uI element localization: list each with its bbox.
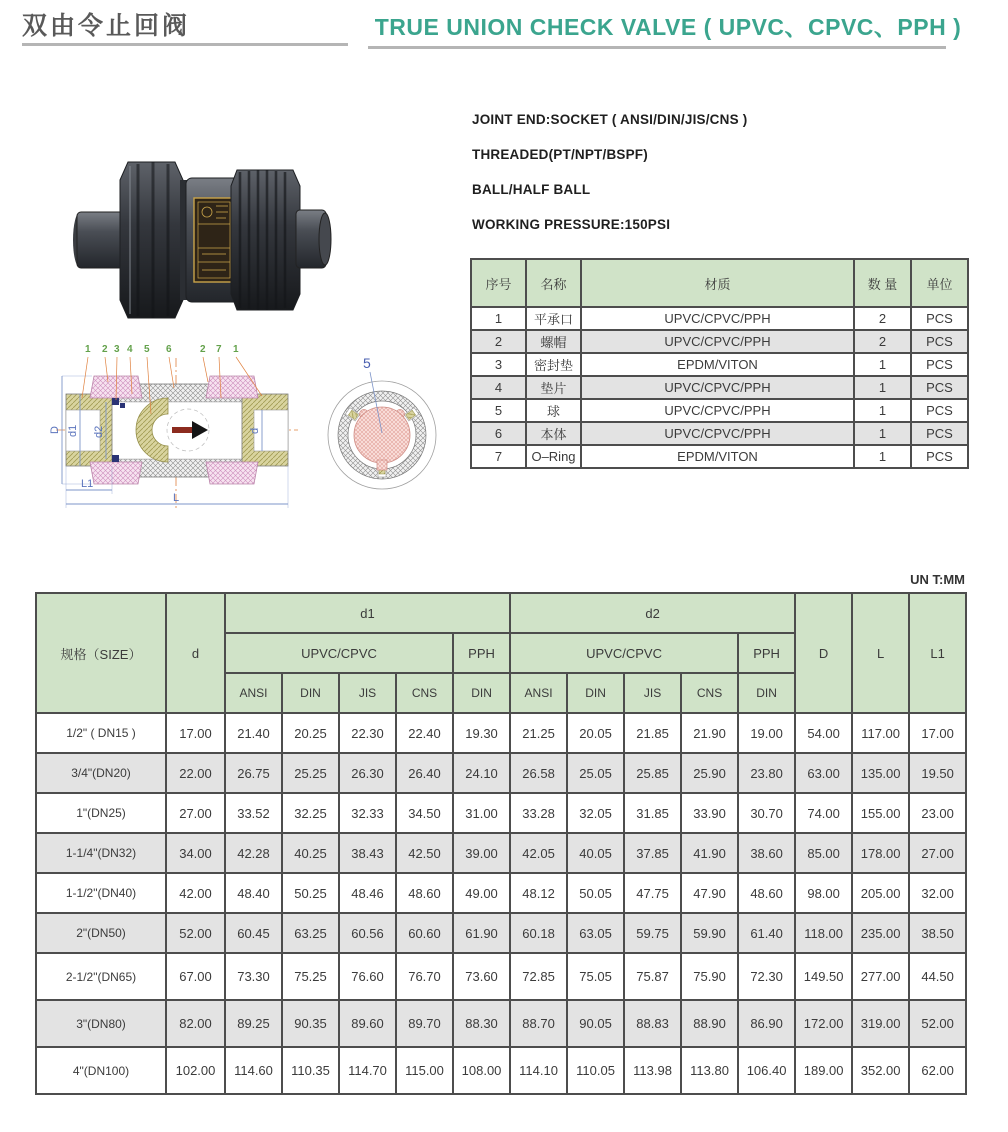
dims-cell: 25.85	[624, 753, 681, 793]
parts-col-header: 名称	[526, 259, 581, 307]
dims-size-cell: 1/2" ( DN15 )	[36, 713, 166, 753]
dims-cell: 25.25	[282, 753, 339, 793]
dims-cell: 42.50	[396, 833, 453, 873]
dims-cell: 73.60	[453, 953, 510, 1000]
dims-cell: 88.90	[681, 1000, 738, 1047]
dims-cell: 30.70	[738, 793, 795, 833]
dims-cell: 61.90	[453, 913, 510, 953]
parts-cell: 2	[854, 330, 911, 353]
callout-2: 2	[102, 344, 108, 355]
valve-right-port-end	[319, 213, 331, 265]
dims-cell: 37.85	[624, 833, 681, 873]
dims-cell: 20.05	[567, 713, 624, 753]
dims-col-size: 规格（SIZE）	[36, 593, 166, 713]
parts-cell: PCS	[911, 353, 968, 376]
dims-cell: 235.00	[852, 913, 909, 953]
dim-label-D: D	[49, 426, 61, 434]
std-cns-d2: CNS	[681, 673, 738, 713]
parts-cell: UPVC/CPVC/PPH	[581, 330, 854, 353]
dims-col-d: d	[166, 593, 225, 713]
dims-cell: 54.00	[795, 713, 852, 753]
parts-cell: PCS	[911, 330, 968, 353]
dims-size-cell: 2"(DN50)	[36, 913, 166, 953]
parts-cell: 2	[471, 330, 526, 353]
union-nut-bottom-right	[206, 462, 258, 484]
dims-row	[36, 873, 966, 913]
parts-cell: 1	[471, 307, 526, 330]
dims-cell: 48.60	[396, 873, 453, 913]
parts-cell: PCS	[911, 422, 968, 445]
parts-table	[470, 258, 969, 469]
parts-row	[471, 353, 968, 376]
std-ansi-d1: ANSI	[225, 673, 282, 713]
std-jis-d2: JIS	[624, 673, 681, 713]
parts-row	[471, 399, 968, 422]
dims-cell: 48.46	[339, 873, 396, 913]
dims-cell: 88.30	[453, 1000, 510, 1047]
dims-cell: 76.70	[396, 953, 453, 1000]
dims-cell: 75.87	[624, 953, 681, 1000]
parts-cell: 1	[854, 445, 911, 468]
parts-cell: 6	[471, 422, 526, 445]
dims-cell: 50.05	[567, 873, 624, 913]
parts-cell: PCS	[911, 399, 968, 422]
callout-7: 7	[216, 344, 222, 355]
parts-cell: 平承口	[526, 307, 581, 330]
dim-label-d2: d2	[93, 425, 105, 438]
valve-gold-label	[194, 198, 234, 282]
std-cns-d1: CNS	[396, 673, 453, 713]
dims-cell: 178.00	[852, 833, 909, 873]
dims-cell: 52.00	[166, 913, 225, 953]
dims-cell: 135.00	[852, 753, 909, 793]
std-din-d2: DIN	[567, 673, 624, 713]
std-jis-d1: JIS	[339, 673, 396, 713]
dims-cell: 189.00	[795, 1047, 852, 1094]
technical-drawing	[48, 338, 458, 523]
dims-cell: 44.50	[909, 953, 966, 1000]
dims-cell: 27.00	[909, 833, 966, 873]
callout-numbers	[85, 344, 239, 355]
std-din-pph-d1: DIN	[453, 673, 510, 713]
dims-cell: 21.40	[225, 713, 282, 753]
parts-cell: UPVC/CPVC/PPH	[581, 307, 854, 330]
dims-cell: 41.90	[681, 833, 738, 873]
parts-cell: 螺帽	[526, 330, 581, 353]
dims-size-cell: 1"(DN25)	[36, 793, 166, 833]
dims-cell: 110.05	[567, 1047, 624, 1094]
dims-cell: 63.05	[567, 913, 624, 953]
dims-cell: 26.75	[225, 753, 282, 793]
dims-cell: 63.25	[282, 913, 339, 953]
std-din-pph-d2: DIN	[738, 673, 795, 713]
parts-row	[471, 307, 968, 330]
dims-cell: 102.00	[166, 1047, 225, 1094]
dims-cell: 42.05	[510, 833, 567, 873]
dims-cell: 22.00	[166, 753, 225, 793]
parts-cell: 7	[471, 445, 526, 468]
dims-size-cell: 1-1/2"(DN40)	[36, 873, 166, 913]
dims-cell: 52.00	[909, 1000, 966, 1047]
dims-cell: 27.00	[166, 793, 225, 833]
spec-line-threaded: THREADED(PT/NPT/BSPF)	[472, 147, 648, 162]
dims-cell: 17.00	[166, 713, 225, 753]
dims-cell: 88.83	[624, 1000, 681, 1047]
dims-group-d1: d1	[225, 593, 510, 633]
seal-bottom	[112, 455, 119, 462]
dims-cell: 205.00	[852, 873, 909, 913]
spec-line-pressure: WORKING PRESSURE:150PSI	[472, 217, 671, 232]
dims-group-upvc-d1: UPVC/CPVC	[225, 633, 453, 673]
flow-arrow-shaft	[172, 427, 192, 433]
dims-cell: 33.28	[510, 793, 567, 833]
dims-cell: 22.40	[396, 713, 453, 753]
dims-cell: 149.50	[795, 953, 852, 1000]
valve-right-union-nut	[231, 170, 300, 310]
header-divider-left	[22, 43, 348, 46]
dims-cell: 49.00	[453, 873, 510, 913]
dims-group-d2: d2	[510, 593, 795, 633]
dims-cell: 319.00	[852, 1000, 909, 1047]
std-din-d1: DIN	[282, 673, 339, 713]
parts-col-header: 单位	[911, 259, 968, 307]
dims-cell: 22.30	[339, 713, 396, 753]
dims-cell: 63.00	[795, 753, 852, 793]
dims-cell: 85.00	[795, 833, 852, 873]
dims-cell: 89.60	[339, 1000, 396, 1047]
dims-cell: 24.10	[453, 753, 510, 793]
dims-size-cell: 2-1/2"(DN65)	[36, 953, 166, 1000]
circle-callout-5: 5	[363, 355, 371, 371]
dim-label-d: d	[249, 427, 261, 434]
dims-row	[36, 833, 966, 873]
page-title-english: TRUE UNION CHECK VALVE ( UPVC、CPVC、PPH )	[374, 14, 962, 40]
ball	[354, 407, 410, 463]
dims-cell: 75.05	[567, 953, 624, 1000]
dims-cell: 32.05	[567, 793, 624, 833]
callout-3: 3	[114, 344, 120, 355]
dims-cell: 50.25	[282, 873, 339, 913]
dims-cell: 17.00	[909, 713, 966, 753]
dims-cell: 26.40	[396, 753, 453, 793]
parts-table-header-row	[471, 259, 968, 307]
dims-cell: 48.40	[225, 873, 282, 913]
dims-cell: 118.00	[795, 913, 852, 953]
spec-line-joint-end: JOINT END:SOCKET ( ANSI/DIN/JIS/CNS )	[472, 112, 748, 127]
dims-row	[36, 713, 966, 753]
dims-row	[36, 1000, 966, 1047]
parts-cell: 密封垫	[526, 353, 581, 376]
dims-cell: 34.00	[166, 833, 225, 873]
parts-col-header: 数 量	[854, 259, 911, 307]
dims-cell: 62.00	[909, 1047, 966, 1094]
dims-cell: 114.60	[225, 1047, 282, 1094]
header-divider-right	[368, 46, 946, 49]
dims-cell: 75.90	[681, 953, 738, 1000]
dims-cell: 106.40	[738, 1047, 795, 1094]
dims-cell: 61.40	[738, 913, 795, 953]
dims-cell: 89.25	[225, 1000, 282, 1047]
dims-cell: 39.00	[453, 833, 510, 873]
dims-cell: 172.00	[795, 1000, 852, 1047]
parts-cell: 2	[854, 307, 911, 330]
parts-row	[471, 422, 968, 445]
dim-label-d1: d1	[67, 424, 79, 437]
dims-col-L: L	[852, 593, 909, 713]
parts-cell: 垫片	[526, 376, 581, 399]
dims-row	[36, 953, 966, 1000]
dims-cell: 26.58	[510, 753, 567, 793]
parts-cell: EPDM/VITON	[581, 353, 854, 376]
parts-cell: 5	[471, 399, 526, 422]
dims-cell: 82.00	[166, 1000, 225, 1047]
dims-cell: 21.90	[681, 713, 738, 753]
unit-note: UN T:MM	[910, 572, 965, 587]
dims-cell: 38.60	[738, 833, 795, 873]
std-ansi-d2: ANSI	[510, 673, 567, 713]
dims-cell: 33.90	[681, 793, 738, 833]
seal-small	[120, 403, 125, 408]
parts-cell: UPVC/CPVC/PPH	[581, 376, 854, 399]
dims-cell: 34.50	[396, 793, 453, 833]
dims-table-body	[36, 713, 966, 1094]
dims-size-cell: 3/4"(DN20)	[36, 753, 166, 793]
dims-size-cell: 4"(DN100)	[36, 1047, 166, 1094]
dims-cell: 59.90	[681, 913, 738, 953]
dims-row	[36, 793, 966, 833]
union-nut-bottom-left	[90, 462, 142, 484]
parts-cell: 3	[471, 353, 526, 376]
callout-1: 1	[85, 344, 91, 355]
dims-cell: 117.00	[852, 713, 909, 753]
page-title-chinese: 双由令止回阀	[22, 12, 191, 40]
dims-cell: 277.00	[852, 953, 909, 1000]
dims-cell: 48.60	[738, 873, 795, 913]
callout-2b: 2	[200, 344, 206, 355]
callout-4: 4	[127, 344, 133, 355]
dims-cell: 89.70	[396, 1000, 453, 1047]
callout-1b: 1	[233, 344, 239, 355]
ball-section-view	[328, 355, 436, 489]
dims-cell: 352.00	[852, 1047, 909, 1094]
dims-cell: 72.85	[510, 953, 567, 1000]
dims-cell: 110.35	[282, 1047, 339, 1094]
parts-cell: 1	[854, 353, 911, 376]
dim-label-L1: L1	[81, 478, 94, 490]
dims-cell: 155.00	[852, 793, 909, 833]
parts-cell: 1	[854, 399, 911, 422]
dims-group-pph-d2: PPH	[738, 633, 795, 673]
dims-cell: 32.33	[339, 793, 396, 833]
dims-cell: 60.56	[339, 913, 396, 953]
dims-cell: 31.85	[624, 793, 681, 833]
dims-group-upvc-d2: UPVC/CPVC	[510, 633, 738, 673]
dims-size-cell: 3"(DN80)	[36, 1000, 166, 1047]
parts-row	[471, 445, 968, 468]
spec-list	[472, 113, 747, 253]
dim-label-L: L	[173, 492, 180, 504]
parts-cell: PCS	[911, 445, 968, 468]
parts-cell: 球	[526, 399, 581, 422]
dims-cell: 75.25	[282, 953, 339, 1000]
dims-cell: 114.70	[339, 1047, 396, 1094]
dims-cell: 115.00	[396, 1047, 453, 1094]
valve-left-port	[77, 212, 125, 268]
dims-cell: 60.60	[396, 913, 453, 953]
dims-cell: 60.45	[225, 913, 282, 953]
dims-cell: 19.50	[909, 753, 966, 793]
parts-row	[471, 330, 968, 353]
dims-cell: 38.50	[909, 913, 966, 953]
dims-cell: 31.00	[453, 793, 510, 833]
dims-row	[36, 1047, 966, 1094]
dims-cell: 40.25	[282, 833, 339, 873]
dims-cell: 19.30	[453, 713, 510, 753]
parts-col-header: 材质	[581, 259, 854, 307]
parts-cell: PCS	[911, 376, 968, 399]
dims-cell: 48.12	[510, 873, 567, 913]
parts-col-header: 序号	[471, 259, 526, 307]
dims-cell: 76.60	[339, 953, 396, 1000]
callout-5: 5	[144, 344, 150, 355]
dims-group-pph-d1: PPH	[453, 633, 510, 673]
dims-cell: 32.00	[909, 873, 966, 913]
parts-cell: 1	[854, 422, 911, 445]
dims-cell: 86.90	[738, 1000, 795, 1047]
parts-cell: 4	[471, 376, 526, 399]
dims-cell: 67.00	[166, 953, 225, 1000]
dims-cell: 114.10	[510, 1047, 567, 1094]
dims-size-cell: 1-1/4"(DN32)	[36, 833, 166, 873]
dims-cell: 32.25	[282, 793, 339, 833]
dims-cell: 72.30	[738, 953, 795, 1000]
dims-header-row-1	[36, 593, 966, 633]
dims-col-L1: L1	[909, 593, 966, 713]
dims-cell: 42.28	[225, 833, 282, 873]
dims-cell: 60.18	[510, 913, 567, 953]
dims-cell: 59.75	[624, 913, 681, 953]
union-nut-top-right	[206, 376, 258, 398]
dims-cell: 20.25	[282, 713, 339, 753]
dims-cell: 113.80	[681, 1047, 738, 1094]
callout-6: 6	[166, 344, 172, 355]
dims-cell: 23.80	[738, 753, 795, 793]
dims-col-D: D	[795, 593, 852, 713]
dims-cell: 42.00	[166, 873, 225, 913]
parts-cell: 1	[854, 376, 911, 399]
dims-cell: 98.00	[795, 873, 852, 913]
dims-cell: 47.90	[681, 873, 738, 913]
dims-cell: 25.90	[681, 753, 738, 793]
dims-row	[36, 753, 966, 793]
parts-cell: O–Ring	[526, 445, 581, 468]
dims-cell: 90.05	[567, 1000, 624, 1047]
parts-cell: UPVC/CPVC/PPH	[581, 399, 854, 422]
dims-cell: 40.05	[567, 833, 624, 873]
parts-cell: PCS	[911, 307, 968, 330]
dims-cell: 21.85	[624, 713, 681, 753]
product-photo	[68, 150, 336, 325]
parts-row	[471, 376, 968, 399]
dims-row	[36, 913, 966, 953]
dims-cell: 25.05	[567, 753, 624, 793]
dims-cell: 74.00	[795, 793, 852, 833]
dims-cell: 90.35	[282, 1000, 339, 1047]
dims-cell: 113.98	[624, 1047, 681, 1094]
dims-cell: 73.30	[225, 953, 282, 1000]
dims-cell: 26.30	[339, 753, 396, 793]
dims-cell: 19.00	[738, 713, 795, 753]
dims-cell: 38.43	[339, 833, 396, 873]
dims-cell: 88.70	[510, 1000, 567, 1047]
parts-cell: UPVC/CPVC/PPH	[581, 422, 854, 445]
dims-table	[35, 592, 967, 1095]
dims-cell: 23.00	[909, 793, 966, 833]
parts-table-body	[471, 307, 968, 468]
parts-cell: EPDM/VITON	[581, 445, 854, 468]
spec-line-ball: BALL/HALF BALL	[472, 182, 591, 197]
seal-top	[112, 398, 119, 405]
dims-cell: 33.52	[225, 793, 282, 833]
dims-cell: 21.25	[510, 713, 567, 753]
dims-cell: 47.75	[624, 873, 681, 913]
parts-cell: 本体	[526, 422, 581, 445]
dims-cell: 108.00	[453, 1047, 510, 1094]
